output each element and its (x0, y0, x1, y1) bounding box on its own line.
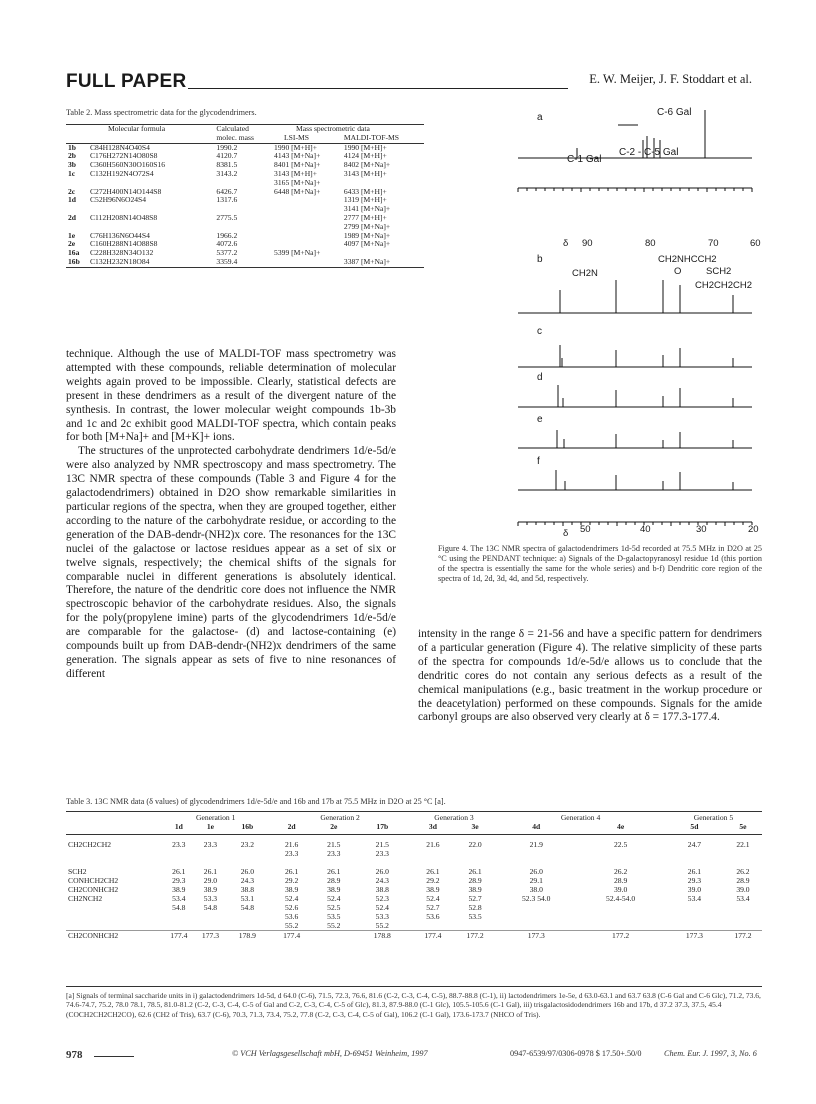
table3-cell: 52.3 (375, 894, 389, 903)
table3-cell (496, 849, 576, 858)
table2-cell-id: 2d (68, 212, 77, 222)
generation-header: Generation 1 (196, 813, 236, 822)
table2-cell-lsi: 3165 [M+Na]+ (274, 177, 321, 187)
table2-cell-mass: 3359.4 (216, 256, 238, 266)
table3-cell: 21.5 (327, 840, 341, 849)
table3-row (66, 894, 762, 903)
table3-cell: 38.8 (375, 885, 389, 894)
table2-cell-maldi: 3143 [M+H]+ (343, 168, 387, 178)
axis-bottom-delta: δ (563, 528, 569, 539)
axis-top-ticks (518, 188, 752, 192)
table3-cell: 53.5 (327, 912, 341, 921)
table3-cell: 26.2 (613, 867, 628, 876)
table2-cell-lsi: 8401 [M+Na]+ (274, 160, 321, 170)
compound-header: 3e (471, 822, 479, 831)
table2-cell-lsi (272, 223, 342, 232)
label-c1-gal: C-1 Gal (567, 154, 602, 165)
axis-bottom-tick: 40 (640, 524, 651, 535)
table3-cell (576, 912, 665, 921)
table3-cell: 52.4 (375, 903, 389, 912)
table2-row (66, 258, 424, 267)
table3-cell: 53.3 (375, 912, 389, 921)
table2-cell-mass: 4072.6 (216, 239, 238, 249)
table2-cell-formula: C272H400N14O144S8 (89, 186, 162, 196)
table2-cell-maldi: 2777 [M+H]+ (343, 212, 387, 222)
table3-cell (665, 912, 724, 921)
axis-top-tick: 70 (708, 238, 719, 249)
table3-cell: 24.3 (240, 876, 254, 885)
table3-cell: 38.0 (529, 885, 543, 894)
table2-cell-formula: C160H288N14O88S8 (89, 239, 158, 249)
table3-bottom-rule (66, 986, 762, 987)
table3-cell (576, 921, 665, 931)
table3-cell: 38.9 (172, 885, 186, 894)
table3-cell (496, 912, 576, 921)
table2-header-formula: Molecular formula (107, 124, 166, 133)
compound-header: 17b (376, 822, 389, 831)
compound-header: 4d (532, 822, 541, 831)
table3-footnote: [a] Signals of terminal saccharide units in i) galactodendrimers 1d-5d, d 64.0 (C-6), 71.5, 72.3, 76.6, 81.6 (C-2, C-3, C-4, C-5), 88.7-88.8 (C-1), ii) lactodendrimers 1e-5e, d 63.0-63.1 and 63.7 63.8 (C-6 Gal and C-6 Glc), 71.2, 73.6, 74.6-74.7, 75.2, 78.0 78.1, 78.5, 81.0-81.2 (C-2, C-3, C-4, C-5 of Gal and C-2, C-3, C-4, C-5 of Glc), 81.3, 87.9-88.0 (C-1 Glc), 105.5-105.6 (C-1 Gal), iii) trisgalactosidodendrimers 16b and 17b, d 37.2 37.3, 37.5, 45.4 (COCH2CH2CH2CO), 62.6 (CH2 of Tris), 63.7 (C-6), 70.3, 71.3, 73.4, 75.2, 77.8 (C-2, C-3, C-4, C-5 of Gal), 106.2 (C-1 Gal), 173.6-173.7 (NHCO of Tris). (66, 991, 761, 1019)
table3-cell (576, 858, 665, 867)
table3-cell: 29.2 (426, 876, 440, 885)
table3-cell (496, 921, 576, 931)
table3-cell (665, 849, 724, 858)
table3-cell: 28.9 (327, 876, 341, 885)
table3-cell: 21.9 (529, 840, 543, 849)
table3-cell (724, 858, 762, 867)
spectrum-d (518, 385, 752, 407)
table3-cell (724, 921, 762, 931)
table3-cell: 53.6 (284, 912, 299, 921)
table3-cell (163, 849, 195, 858)
table2-cell-id: 1e (68, 230, 76, 240)
table3-cell: 52.3 54.0 (522, 894, 551, 903)
table3-cell (724, 849, 762, 858)
table3-cell: 53.5 (468, 912, 482, 921)
spectrum-c (518, 345, 752, 367)
table3-cell: 52.5 (327, 903, 341, 912)
table2-cell-id: 16b (68, 256, 80, 266)
table3-cell: 54.8 (172, 903, 186, 912)
table3-cell: 177.2 (734, 931, 752, 940)
table3-cell: 21.5 (375, 840, 389, 849)
table3-row (66, 931, 762, 941)
table3-cell: 28.9 (736, 876, 750, 885)
table3-cell (195, 858, 227, 867)
panel-a-label: a (537, 112, 543, 123)
table3-row-label: CH2CONHCH2 (68, 885, 119, 894)
table3-cell: 55.2 (375, 921, 389, 930)
table3-cell: 52.7 (426, 903, 440, 912)
paragraph: intensity in the range δ = 21-56 and have a specific pattern for dendrimers of a particular generation (Figure 4). The relative simplicity of these parts of the spectra for compounds 1d/e-5d/e allows us to conclude that the dendritic cores do not contain any serious defects as a result of the chemical manipulations (e.g., basic treatment in the workup procedure or the deacetylation) performed on these compounds. Signals for the amide carbonyl groups are also observed very clearly at δ = 177.3-177.4. (418, 628, 762, 724)
table3-cell: 23.3 (172, 840, 186, 849)
table3-cell: 177.4 (170, 931, 188, 940)
table3-cell: 23.3 (203, 840, 218, 849)
label-o: O (674, 266, 682, 277)
table3-cell (412, 858, 454, 867)
table2-cell-formula: C228H328N34O132 (89, 248, 154, 258)
compound-header: 1d (174, 822, 183, 831)
table3-cell: 26.0 (375, 867, 389, 876)
table2-cell-id: 1b (68, 142, 77, 152)
compound-header: 1e (206, 822, 215, 831)
table2-cell-maldi: 1989 [M+Na]+ (343, 230, 391, 240)
table3-cell: 53.3 (203, 894, 218, 903)
table3-cell: 38.9 (327, 885, 341, 894)
table3-row-label (66, 858, 163, 867)
table3-cell (226, 912, 268, 921)
compound-header: 4e (617, 822, 625, 831)
table3-cell (454, 849, 496, 858)
table3-cell: 177.2 (466, 931, 484, 940)
table3-cell: 21.6 (284, 840, 299, 849)
panel-d-label: d (537, 372, 543, 383)
compound-header: 5e (739, 822, 747, 831)
table2-header-ms: Mass spectrometric data (296, 124, 370, 133)
table2-cell-formula: C132H232N18O84 (89, 256, 150, 266)
panel-e-label: e (537, 414, 543, 425)
table3-cell: 26.1 (203, 867, 218, 876)
table2-header-calc-2: molec. mass (216, 132, 254, 142)
table3-cell (195, 921, 227, 931)
table3-cell: 53.6 (426, 912, 440, 921)
figure4 (430, 100, 770, 540)
label-amide: CH2NHCCH2 (658, 254, 717, 265)
panel-b-label: b (537, 254, 543, 265)
label-ch2n: CH2N (572, 268, 598, 279)
table3-row-label: SCH2 (68, 867, 87, 876)
axis-bottom-tick: 30 (696, 524, 707, 535)
table3-cell (353, 858, 412, 867)
table3-cell: 55.2 (327, 921, 341, 930)
table3-row (66, 876, 762, 885)
table3-cell: 38.9 (284, 885, 299, 894)
table3-cell: 24.3 (375, 876, 389, 885)
table2-cell-mass: 5377.2 (216, 248, 238, 258)
table3-row-label: CONHCH2CH2 (68, 876, 119, 885)
table2-cell-maldi: 4124 [M+H]+ (343, 151, 387, 161)
table2-cell-maldi: 3387 [M+Na]+ (343, 256, 391, 266)
table3-cell: 52.7 (468, 894, 482, 903)
table3-cell (576, 849, 665, 858)
table3-cell (163, 858, 195, 867)
table3-cell: 23.3 (375, 849, 389, 858)
table2-cell-id: 1c (68, 168, 76, 178)
table3-cell: 178.8 (373, 931, 391, 940)
right-column-text (418, 628, 762, 725)
table3-cell: 52.8 (468, 903, 482, 912)
table3-cell: 28.9 (468, 876, 482, 885)
generation-header: Generation 3 (434, 813, 474, 822)
table3-row (66, 885, 762, 894)
table3-cell: 53.4 (687, 894, 702, 903)
table2-cell-formula: C112H208N14O48S8 (89, 212, 158, 222)
table3-cell (665, 858, 724, 867)
table3-cell: 23.3 (327, 849, 341, 858)
table3-cell: 52.4 (284, 894, 299, 903)
table3-cell (226, 858, 268, 867)
table3-row-label: CH2CONHCH2 (68, 931, 119, 940)
table3-cell (268, 858, 314, 867)
table3-cell (163, 912, 195, 921)
table3-cell: 39.0 (613, 885, 628, 894)
table3-cell: 177.4 (283, 931, 301, 940)
table3-cell: 26.1 (468, 867, 482, 876)
table3-row-label (66, 849, 163, 858)
label-sch2: SCH2 (706, 266, 732, 277)
table2-cell-maldi: 4097 [M+Na]+ (343, 239, 391, 249)
table3-cell: 26.0 (240, 867, 254, 876)
table3-cell: 39.0 (687, 885, 702, 894)
table3-cell (724, 903, 762, 912)
table2-cell-lsi (272, 196, 342, 205)
table2-cell-maldi: 3141 [M+Na]+ (343, 204, 391, 214)
table3-cell: 38.8 (240, 885, 254, 894)
table3-cell: 21.6 (426, 840, 440, 849)
compound-header: 2e (330, 822, 338, 831)
spectrum-e (518, 430, 752, 448)
table3-cell: 22.1 (736, 840, 750, 849)
table2-cell-lsi (272, 232, 342, 241)
table2-cell-id: 2c (68, 186, 76, 196)
table3-cell (496, 903, 576, 912)
table3-cell: 23.3 (284, 849, 299, 858)
table3-cell: 22.0 (468, 840, 482, 849)
table2-cell-maldi: 8402 [M+Na]+ (343, 160, 391, 170)
label-c2-c5-gal: C-2 - C-5 Gal (619, 147, 679, 158)
table3-cell (412, 921, 454, 931)
table3-cell: 52.4 (327, 894, 341, 903)
table2 (66, 124, 424, 268)
table3-cell: 53.4 (172, 894, 186, 903)
table3-top-rule (66, 811, 762, 812)
table2-cell-lsi: 1990 [M+H]+ (274, 142, 317, 152)
axis-bottom-ticks (518, 522, 752, 526)
table3-cell: 177.3 (201, 931, 219, 940)
table3-cell: 26.1 (327, 867, 341, 876)
table3-cell: 26.1 (426, 867, 440, 876)
table3-cell: 29.0 (203, 876, 218, 885)
table3-cell (412, 849, 454, 858)
table3-cell: 39.0 (736, 885, 750, 894)
table2-cell-mass: 1966.2 (216, 230, 238, 240)
compound-header: 5d (690, 822, 699, 831)
table2-cell-lsi: 4143 [M+Na]+ (274, 151, 321, 161)
table2-cell-mass: 2775.5 (216, 212, 238, 222)
paragraph: The structures of the unprotected carbohydrate dendrimers 1d/e-5d/e were also analyzed by NMR spectroscopy and mass spectrometry. The 13C NMR spectra of these compounds (Table 3 and Figure 4 for the galactodendrimers) obtained in D2O show remarkable similarities in particular regions of the spectra, when they are grouped together, either according to the nature of the carbohydrate residue, or according to the generation of the DAB-dendr-(NH2)x core. The resonances for the 13C nuclei of the galactose or lactose residues appear as a set of six or twelve signals, respectively; the chemical shifts of the signals for comparable nuclei in different generations is absolutely identical. Therefore, the nature of the dendritic core does not influence the NMR spectroscopic behavior of the carbohydrate residues. Also, the signals for the poly(propylene imine) parts of the glycodendrimers 1d/e-5d/e are comparable for the galactose- (d) and lactose-containing (e) compounds built up from DAB-dendr-(NH2)x dendrimers of the same generation. The signals appear as sets of five to nine resonances of different (66, 445, 396, 680)
table3-row (66, 840, 762, 849)
table2-cell-formula: C360H560N30O160S16 (89, 160, 166, 170)
table2-cell-maldi: 2799 [M+Na]+ (343, 221, 391, 231)
table2-caption: Table 2. Mass spectrometric data for the glycodendrimers. (66, 108, 257, 117)
table3-cell: 23.2 (240, 840, 254, 849)
table3-cell (195, 912, 227, 921)
table2-header-lsi: LSI-MS (284, 132, 309, 142)
table2-cell-mass: 3143.2 (216, 168, 238, 178)
nmr-spectra-figure (430, 100, 770, 540)
table3-cell (454, 921, 496, 931)
table3-cell: 22.5 (613, 840, 628, 849)
panel-f-label: f (537, 456, 540, 467)
table3-cell: 38.9 (426, 885, 440, 894)
label-ch2ch2ch2: CH2CH2CH2 (695, 280, 753, 291)
table3-cell: 24.7 (687, 840, 702, 849)
table3-cell: 29.3 (687, 876, 702, 885)
axis-bottom-tick: 20 (748, 524, 759, 535)
table3-row (66, 921, 762, 931)
table2-cell-formula: C132H192N4O72S4 (89, 168, 154, 178)
table3-row (66, 903, 762, 912)
table2-header-maldi: MALDI-TOF-MS (343, 132, 400, 142)
axis-top-tick: 60 (750, 238, 761, 249)
footer-journal: Chem. Eur. J. 1997, 3, No. 6 (664, 1049, 757, 1058)
table2-cell-id: 2e (68, 239, 76, 249)
table3-cell: 52.4 (426, 894, 440, 903)
footer-code: 0947-6539/97/0306-0978 $ 17.50+.50/0 (510, 1049, 642, 1058)
table2-cell-mass: 1317.6 (216, 195, 238, 205)
header-rule (188, 88, 568, 89)
table2-header-calc: Calculated (216, 124, 249, 133)
table3-row (66, 912, 762, 921)
label-c6-gal: C-6 Gal (657, 107, 692, 118)
table3-row (66, 858, 762, 867)
table3-cell: 38.9 (468, 885, 482, 894)
footer-rule (94, 1056, 134, 1057)
table2-cell-id: 16a (68, 248, 80, 258)
axis-top-delta: δ (563, 238, 569, 249)
table2-cell-mass: 4120.7 (216, 151, 238, 161)
table3-cell: 177.4 (424, 931, 442, 940)
table3-cell: 28.9 (613, 876, 628, 885)
table3-cell: 54.8 (240, 903, 254, 912)
table3-row-label (66, 903, 163, 912)
generation-header: Generation 4 (560, 813, 601, 822)
table3-cell (226, 921, 268, 931)
table3-cell: 29.1 (529, 876, 543, 885)
table3-cell (315, 858, 353, 867)
table2-cell-mass: 8381.5 (216, 160, 238, 170)
table3-cell: 177.3 (527, 931, 545, 940)
table3-row (66, 849, 762, 858)
table3-cell (454, 858, 496, 867)
table2-cell-formula: C76H136N6O44S4 (89, 230, 150, 240)
figure4-caption: Figure 4. The 13C NMR spectra of galactodendrimers 1d-5d recorded at 75.5 MHz in D2O at 25 °C using the PENDANT technique: a) Signals of the D-galactopyranosyl residue 1d (this portion of the spectra is essentially the same for the whole series) and b-f) Dendritic core region of the spectra of 1d, 2d, 3d, 4d, and 5d, respectively. (438, 544, 762, 583)
left-column-text (66, 348, 396, 682)
table2-cell-lsi (272, 205, 342, 214)
table2-cell-mass: 1990.2 (216, 142, 238, 152)
table3-cell: 177.2 (612, 931, 630, 940)
table2-cell-id: 2b (68, 151, 77, 161)
table3-cell: 26.1 (687, 867, 702, 876)
table3 (66, 813, 762, 940)
table3-row-label: CH2NCH2 (68, 894, 103, 903)
table3-cell: 53.4 (736, 894, 750, 903)
page-header-title: FULL PAPER (66, 71, 187, 92)
table3-cell (195, 849, 227, 858)
table3-cell (665, 921, 724, 931)
table3-cell: 55.2 (284, 921, 299, 930)
footer-publisher: © VCH Verlagsgesellschaft mbH, D-69451 Weinheim, 1997 (232, 1049, 428, 1058)
table3-cell: 54.8 (203, 903, 218, 912)
table3-cell: 52.4-54.0 (606, 894, 636, 903)
table3-cell (724, 912, 762, 921)
table3-row (66, 867, 762, 876)
table3-row-label (66, 912, 163, 921)
table3-cell (576, 903, 665, 912)
generation-header: Generation 5 (693, 813, 734, 822)
table2-cell-lsi (272, 214, 342, 223)
table3-cell: 26.1 (284, 867, 299, 876)
table2-cell-maldi: 1319 [M+H]+ (343, 195, 387, 205)
compound-header: 3d (428, 822, 437, 831)
table2-cell-formula: C52H96N6O24S4 (89, 195, 147, 205)
page-number: 978 (66, 1049, 83, 1061)
table2-cell-lsi: 3143 [M+H]+ (274, 168, 317, 178)
table3-cell: 29.2 (284, 876, 299, 885)
table2-cell-lsi: 6448 [M+Na]+ (274, 186, 321, 196)
table2-cell-id: 1d (68, 195, 77, 205)
table3-cell: 53.1 (240, 894, 254, 903)
table3-caption: Table 3. 13C NMR data (δ values) of glycodendrimers 1d/e-5d/e and 16b and 17b at 75.5 MHz in D2O at 25 °C [a]. (66, 797, 446, 806)
table3-cell: 26.2 (736, 867, 750, 876)
axis-bottom-tick: 50 (580, 524, 591, 535)
axis-top-tick: 80 (645, 238, 656, 249)
table3-cell (226, 849, 268, 858)
table2-cell-formula: C176H272N14O80S8 (89, 151, 158, 161)
table3-row-label (66, 921, 163, 931)
header-authors: E. W. Meijer, J. F. Stoddart et al. (589, 72, 752, 86)
panel-c-label: c (537, 326, 542, 337)
table3-cell: 178.9 (238, 931, 256, 940)
table3-cell: 38.9 (203, 885, 218, 894)
table2-cell-mass: 6426.7 (216, 186, 238, 196)
table2-cell-maldi: 6433 [M+H]+ (343, 186, 387, 196)
table2-cell-formula: C84H128N4O40S4 (89, 142, 150, 152)
table3-row-label: CH2CH2CH2 (68, 840, 112, 849)
generation-header: Generation 2 (320, 813, 360, 822)
spectrum-f (518, 470, 752, 490)
paragraph: technique. Although the use of MALDI-TOF mass spectrometry was attempted with these compounds, reliable determination of molecular weights again proved to be impossible. Clearly, statistical defects are present in these dendrimers as a result of the divergent nature of the synthesis. In contrast, the lower molecular weight compounds 1b-3b and 1c and 2c exhibit good MALDI-TOF spectra, which contain peaks for both [M+Na]+ and [M+K]+ ions. (66, 348, 396, 444)
table3-cell (665, 903, 724, 912)
table3-cell: 26.1 (172, 867, 186, 876)
compound-header: 2d (287, 822, 296, 831)
table3-cell (315, 931, 353, 941)
table2-cell-lsi: 5399 [M+Na]+ (274, 248, 321, 258)
table3-cell: 29.3 (172, 876, 186, 885)
table2-cell-lsi (272, 258, 342, 267)
table3-cell: 177.3 (685, 931, 703, 940)
table2-cell-maldi: 1990 [M+H]+ (343, 142, 387, 152)
table3-cell (496, 858, 576, 867)
table3-cell: 26.0 (529, 867, 543, 876)
table3-cell: 52.6 (284, 903, 299, 912)
compound-header: 16b (241, 822, 254, 831)
axis-top-tick: 90 (582, 238, 593, 249)
table2-cell-id: 3b (68, 160, 77, 170)
table3-cell (163, 921, 195, 931)
table2-row (66, 170, 424, 179)
